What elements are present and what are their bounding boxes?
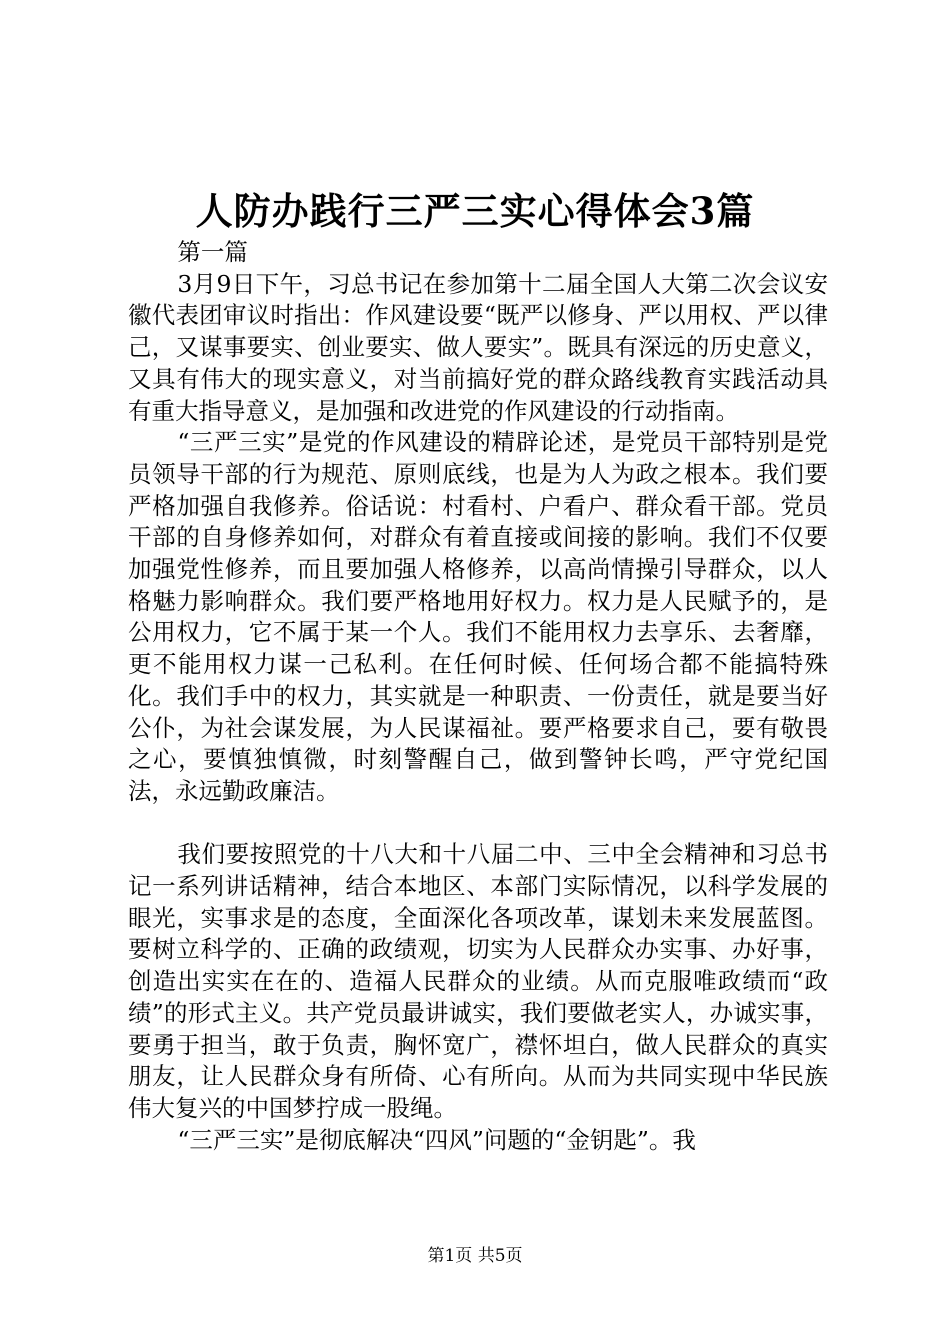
paragraph-gap: [128, 808, 828, 840]
section-heading: 第一篇: [177, 238, 248, 266]
paragraph-3: 我们要按照党的十八大和十八届二中、三中全会精神和习总书记一系列讲话精神，结合本地区、本部门实际情况，以科学发展的眼光，实事求是的态度，全面深化各项改革，谋划未来发展蓝图。要树立科学的、正确的政绩观，切实为人民群众办实事、办好事，创造出实实在在的、造福人民群众的业绩。从而克服唯政绩而“政绩”的形式主义。共产党员最讲诚实，我们要做老实人，办诚实事，要勇于担当，敢于负责，胸怀宽广，襟怀坦白，做人民群众的真实朋友，让人民群众身有所倚、心有所向。从而为共同实现中华民族伟大复兴的中国梦拧成一股绳。: [128, 840, 828, 1122]
document-body: [128, 237, 828, 1156]
paragraph-2: “三严三实”是党的作风建设的精辟论述，是党员干部特别是党员领导干部的行为规范、原则底线，也是为人为政之根本。我们要严格加强自我修养。俗话说：村看村、户看户、群众看干部。党员干部的自身修养如何，对群众有着直接或间接的影响。我们不仅要加强党性修养，而且要加强人格修养，以高尚情操引导群众，以人格魅力影响群众。我们要严格地用好权力。权力是人民赋予的，是公用权力，它不属于某一个人。我们不能用权力去享乐、去奢靡，更不能用权力谋一己私利。在任何时候、任何场合都不能搞特殊化。我们手中的权力，其实就是一种职责、一份责任，就是要当好公仆，为社会谋发展，为人民谋福祉。要严格要求自己，要有敬畏之心，要慎独慎微，时刻警醒自己，做到警钟长鸣，严守党纪国法，永远勤政廉洁。: [128, 428, 828, 805]
paragraph-4: “三严三实”是彻底解决“四风”问题的“金钥匙”。我: [177, 1125, 696, 1154]
document-title: 人防办践行三严三实心得体会3篇: [195, 189, 755, 233]
page-footer: 第1页 共5页: [427, 1246, 523, 1266]
paragraph-1: 3月9日下午，习总书记在参加第十二届全国人大第二次会议安徽代表团审议时指出：作风建设要“既严以修身、严以用权、严以律己，又谋事要实、创业要实、做人要实”。既具有深远的历史意义，又具有伟大的现实意义，对当前搞好党的群众路线教育实践活动具有重大指导意义，是加强和改进党的作风建设的行动指南。: [128, 269, 828, 425]
